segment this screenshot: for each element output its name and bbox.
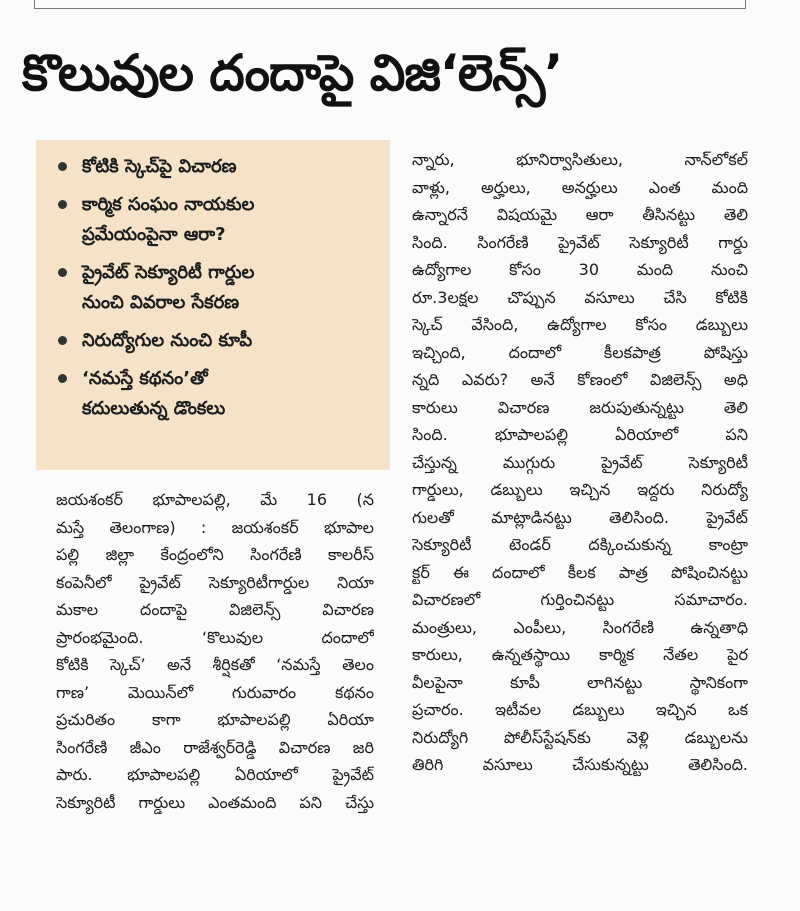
highlights-box (36, 140, 390, 470)
highlight-line: కార్మిక సంఘం నాయకుల (82, 194, 255, 215)
highlight-item (58, 190, 376, 250)
body-line: సింది. భూపాలపల్లి ఏరియాలో పని (412, 425, 748, 444)
bullet-icon (58, 162, 67, 171)
body-line: న్నది ఎవరు? అనే కోణంలో విజిలెన్స్ అధి (412, 370, 748, 389)
body-line: సెక్యూరిటీ గార్డులు ఎంతమంది పని చేస్తు (56, 792, 374, 812)
body-line: నిరుద్యోగి పోలీస్‌స్టేషన్‌కు వెళ్లి డబ్బులను (412, 727, 748, 747)
body-line: గులతో మాట్లాడినట్టు తెలిసింది. ప్రైవేట్ (412, 507, 748, 527)
body-line: ప్రచారం. ఇటీవల డబ్బులు ఇచ్చిన ఒక (412, 700, 748, 719)
body-line: జయశంకర్ భూపాలపల్లి, మే 16 (న (56, 490, 374, 509)
bullet-icon (58, 336, 67, 345)
bullet-icon (58, 268, 67, 277)
body-line: మస్తే తెలంగాణ) : జయశంకర్ భూపాల (56, 517, 374, 537)
body-line: కోటికి స్కెచ్’ అనే శీర్షికతో ‘నమస్తే తెలం (56, 655, 374, 674)
highlight-item (58, 258, 376, 318)
body-line: వాళ్లు, అర్హులు, అనర్హులు ఎంత మంది (412, 177, 748, 197)
highlight-line: కదులుతున్న డొంకలు (82, 398, 226, 419)
top-border-rule (34, 0, 746, 9)
highlight-line: ప్రమేయంపైనా ఆరా? (82, 224, 226, 245)
body-line: కారులు, ఉన్నతస్థాయి కార్మిక నేతల పైర (412, 645, 748, 664)
highlight-line: నిరుద్యోగుల నుంచి కూపీ (82, 330, 253, 351)
body-line: సింది. సింగరేణి ప్రైవేట్ సెక్యూరిటీ గార్డు (412, 232, 748, 252)
highlight-item (58, 152, 376, 182)
highlight-line: నుంచి వివరాల సేకరణ (82, 292, 240, 313)
body-line: తిరిగి వసూలు చేసుకున్నట్టు తెలిసింది. (412, 755, 748, 774)
body-line: సింగరేణి జీఎం రాజేశ్వర్‌రెడ్డి విచారణ జరి (56, 737, 374, 757)
body-line: మకాల దందాపై విజిలెన్స్ విచారణ (56, 600, 374, 619)
body-line: ఇచ్చింది, దందాలో కీలకపాత్ర పోషిస్తు (412, 342, 748, 362)
body-line: స్కెచ్ వేసింది, ఉద్యోగాల కోసం డబ్బులు (412, 315, 748, 334)
body-line: కారులు విచారణ జరుపుతున్నట్టు తెలి (412, 397, 748, 417)
body-line: రూ.3లక్షల చొప్పున వసూలు చేసి కోటికి (412, 287, 748, 307)
highlight-item (58, 364, 376, 424)
body-line: ప్రారంభమైంది. ‘కొలువుల దందాలో (56, 627, 374, 647)
body-line: వీలపైనా కూపీ లాగినట్టు స్థానికంగా (412, 672, 748, 692)
body-line: న్నారు, భూనిర్వాసితులు, నాన్‌లోకల్ (412, 150, 748, 169)
body-line: ప్రచురితం కాగా భూపాలపల్లి ఏరియా (56, 710, 374, 729)
highlight-line: కోటికి స్కెచ్‌పై విచారణ (82, 156, 237, 177)
body-line: సెక్యూరిటీ టెండర్ దక్కించుకున్న కాంట్రా (412, 535, 748, 554)
body-line: పారు. భూపాలపల్లి ఏరియాలో ప్రైవేట్ (56, 765, 374, 784)
body-line: కంపెనీలో ప్రైవేట్ సెక్యూరిటీగార్డుల నియా (56, 572, 374, 592)
body-line: విచారణలో గుర్తించినట్టు సమాచారం. (412, 590, 748, 609)
body-line: చేస్తున్న ముగ్గురు ప్రైవేట్ సెక్యూరిటీ (412, 452, 748, 472)
body-line: గాణ’ మెయిన్‌లో గురువారం కథనం (56, 682, 374, 702)
body-line: క్టర్ ఈ దందాలో కీలక పాత్ర పోషించినట్టు (412, 562, 748, 582)
body-line: ఉద్యోగాల కోసం 30 మంది నుంచి (412, 260, 748, 279)
article-column-right (412, 146, 748, 779)
highlight-item (58, 326, 376, 356)
body-line: గార్డులు, డబ్బులు ఇచ్చిన ఇద్దరు నిరుద్యో (412, 480, 748, 499)
body-line: మంత్రులు, ఎంపీలు, సింగరేణి ఉన్నతాధి (412, 617, 748, 637)
body-line: పల్లి జిల్లా కేంద్రంలోని సింగరేణి కాలరీస్ (56, 545, 374, 564)
bullet-icon (58, 200, 67, 209)
headline: కొలువుల దందాపై విజి‘లెన్స్’ (22, 44, 563, 102)
bullet-icon (58, 374, 67, 383)
article-column-left (56, 486, 374, 816)
body-line: ఉన్నారనే విషయమై ఆరా తీసినట్టు తెలి (412, 205, 748, 224)
highlight-line: ‘నమస్తే కథనం’తో (82, 368, 208, 389)
highlight-line: ప్రైవేట్ సెక్యూరిటీ గార్డుల (82, 262, 255, 283)
